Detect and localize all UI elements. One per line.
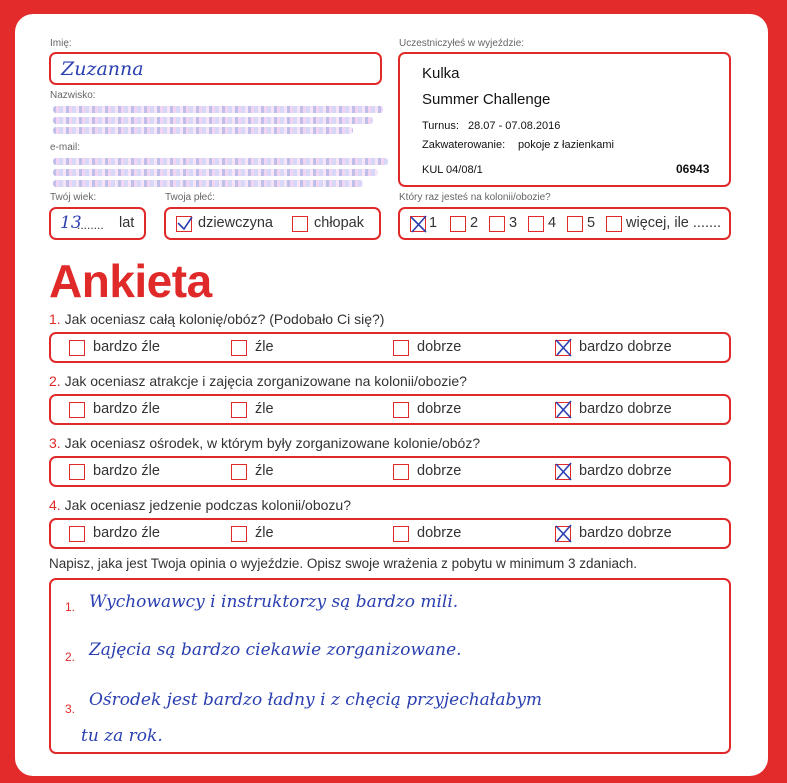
- redacted-surname: [53, 117, 373, 124]
- cross-mark-icon: [553, 399, 575, 421]
- redacted-surname: [53, 127, 353, 134]
- question-number: 3.: [49, 435, 61, 451]
- question-1-options: [49, 332, 731, 363]
- check-mark-icon: [174, 213, 196, 235]
- times-1-label: 1: [429, 215, 438, 231]
- question-1-text: [49, 311, 384, 327]
- stamp-line1: Kulka: [422, 65, 460, 82]
- gender-male-label: chłopak: [314, 215, 364, 231]
- question-3-option-1-checkbox[interactable]: [69, 464, 85, 480]
- question-4-option-1-checkbox[interactable]: [69, 526, 85, 542]
- gender-female-label: dziewczyna: [198, 215, 273, 231]
- redacted-email: [53, 158, 388, 165]
- opinion-prompt: Napisz, jaka jest Twoja opinia o wyjeździe. Opisz swoje wrażenia z pobytu w minimum 3 zdaniach.: [49, 556, 638, 571]
- question-2-options: [49, 394, 731, 425]
- question-2-option-1-checkbox[interactable]: [69, 402, 85, 418]
- gender-female-checkbox[interactable]: [176, 216, 192, 232]
- times-2-checkbox[interactable]: [450, 216, 466, 232]
- question-label: Jak oceniasz ośrodek, w którym były zorganizowane kolonie/obóz?: [64, 435, 481, 451]
- question-3-option-1-label: bardzo źle: [93, 463, 160, 479]
- times-more-label: więcej, ile .......: [626, 215, 722, 231]
- times-4-label: 4: [548, 215, 557, 231]
- times-label: Który raz jesteś na kolonii/obozie?: [399, 192, 551, 203]
- question-3-option-4-checkbox[interactable]: [555, 464, 571, 480]
- question-2-option-4-checkbox[interactable]: [555, 402, 571, 418]
- question-3-options: [49, 456, 731, 487]
- cross-mark-icon: [408, 213, 430, 235]
- question-1-option-1-checkbox[interactable]: [69, 340, 85, 356]
- question-2-text: [49, 373, 467, 389]
- opinion-box[interactable]: [49, 578, 731, 754]
- opinion-line-2: Zajęcia są bardzo ciekawie zorganizowane.: [89, 640, 462, 660]
- question-1-option-4-label: bardzo dobrze: [579, 339, 672, 355]
- opinion-line-1: Wychowawcy i instruktorzy są bardzo mili.: [89, 592, 459, 612]
- question-4-option-3-checkbox[interactable]: [393, 526, 409, 542]
- question-label: Jak oceniasz całą kolonię/obóz? (Podobało Ci się?): [64, 311, 385, 327]
- stamp-line2: Summer Challenge: [422, 91, 551, 108]
- question-1-option-2-label: źle: [255, 339, 274, 355]
- name-value: Zuzanna: [61, 58, 144, 80]
- question-number: 1.: [49, 311, 61, 327]
- question-3-text: [49, 435, 480, 451]
- opinion-line-2-number: 2.: [65, 650, 76, 664]
- question-4-options: [49, 518, 731, 549]
- question-4-text: [49, 497, 351, 513]
- question-2-option-1-label: bardzo źle: [93, 401, 160, 417]
- question-4-option-2-label: źle: [255, 525, 274, 541]
- question-3-option-3-label: dobrze: [417, 463, 462, 479]
- times-5-checkbox[interactable]: [567, 216, 583, 232]
- times-1-checkbox[interactable]: [410, 216, 426, 232]
- cross-mark-icon: [553, 523, 575, 545]
- age-label: Twój wiek:: [50, 192, 97, 203]
- email-label: e-mail:: [50, 142, 81, 153]
- question-4-option-2-checkbox[interactable]: [231, 526, 247, 542]
- stamp-code: KUL 04/08/1: [422, 164, 483, 176]
- question-4-option-4-checkbox[interactable]: [555, 526, 571, 542]
- question-1-option-2-checkbox[interactable]: [231, 340, 247, 356]
- opinion-line-4: tu za rok.: [81, 726, 163, 746]
- question-2-option-2-checkbox[interactable]: [231, 402, 247, 418]
- times-field: [398, 207, 731, 240]
- question-label: Jak oceniasz jedzenie podczas kolonii/obozu?: [64, 497, 351, 513]
- question-4-option-3-label: dobrze: [417, 525, 462, 541]
- redacted-email: [53, 180, 363, 187]
- opinion-line-1-number: 1.: [65, 600, 76, 614]
- question-3-option-4-label: bardzo dobrze: [579, 463, 672, 479]
- times-3-checkbox[interactable]: [489, 216, 505, 232]
- question-2-option-2-label: źle: [255, 401, 274, 417]
- turnus-label: Turnus:: [422, 120, 459, 132]
- redacted-email: [53, 169, 378, 176]
- times-4-checkbox[interactable]: [528, 216, 544, 232]
- surname-label: Nazwisko:: [50, 90, 96, 101]
- turnus-value: 28.07 - 07.08.2016: [468, 120, 561, 132]
- question-1-option-3-label: dobrze: [417, 339, 462, 355]
- opinion-line-3-number: 3.: [65, 702, 76, 716]
- redacted-surname: [53, 106, 383, 113]
- question-4-option-1-label: bardzo źle: [93, 525, 160, 541]
- cross-mark-icon: [553, 461, 575, 483]
- question-3-option-2-label: źle: [255, 463, 274, 479]
- question-4-option-4-label: bardzo dobrze: [579, 525, 672, 541]
- trip-stamp-box: [398, 52, 731, 187]
- accom-label: Zakwaterowanie:: [422, 139, 506, 151]
- question-1-option-3-checkbox[interactable]: [393, 340, 409, 356]
- gender-field: [164, 207, 381, 240]
- question-2-option-4-label: bardzo dobrze: [579, 401, 672, 417]
- question-label: Jak oceniasz atrakcje i zajęcia zorganizowane na kolonii/obozie?: [64, 373, 467, 389]
- trip-label: Uczestniczyłeś w wyjeździe:: [399, 38, 525, 49]
- times-5-label: 5: [587, 215, 596, 231]
- age-field[interactable]: [49, 207, 146, 240]
- accom-value: pokoje z łazienkami: [518, 139, 614, 151]
- question-3-option-3-checkbox[interactable]: [393, 464, 409, 480]
- gender-label: Twoja płeć:: [165, 192, 216, 203]
- age-value: 13: [60, 213, 82, 233]
- question-number: 2.: [49, 373, 61, 389]
- question-3-option-2-checkbox[interactable]: [231, 464, 247, 480]
- survey-sheet: [15, 14, 768, 776]
- cross-mark-icon: [553, 337, 575, 359]
- gender-male-checkbox[interactable]: [292, 216, 308, 232]
- times-2-label: 2: [470, 215, 479, 231]
- age-dots: ........: [77, 218, 104, 232]
- opinion-line-3: Ośrodek jest bardzo ładny i z chęcią przyjechałabym: [89, 690, 543, 710]
- question-2-option-3-label: dobrze: [417, 401, 462, 417]
- times-more-checkbox[interactable]: [606, 216, 622, 232]
- survey-title: Ankieta: [49, 255, 212, 307]
- question-1-option-4-checkbox[interactable]: [555, 340, 571, 356]
- age-unit: lat: [119, 215, 135, 231]
- question-number: 4.: [49, 497, 61, 513]
- name-field[interactable]: [49, 52, 382, 85]
- stamp-number: 06943: [676, 162, 710, 176]
- question-2-option-3-checkbox[interactable]: [393, 402, 409, 418]
- name-label: Imię:: [50, 38, 72, 49]
- question-1-option-1-label: bardzo źle: [93, 339, 160, 355]
- times-3-label: 3: [509, 215, 518, 231]
